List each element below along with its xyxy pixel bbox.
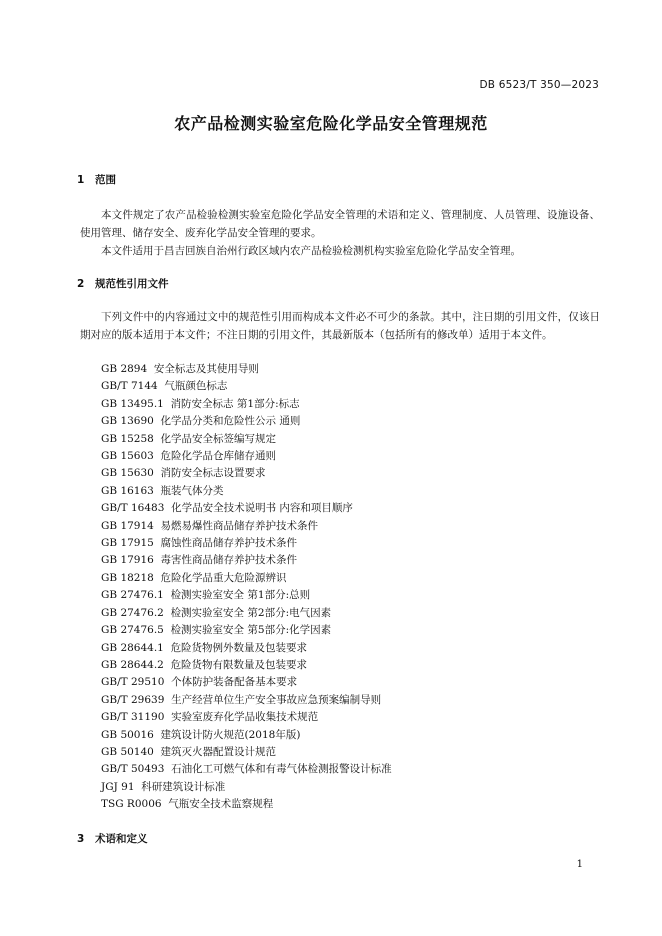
reference-title: 危险化学品仓库储存通则 (160, 450, 277, 463)
reference-item (101, 396, 392, 413)
reference-code: GB 28644.1 (101, 641, 164, 654)
reference-code: GB 15630 (101, 467, 154, 480)
reference-code: GB 15258 (101, 432, 154, 445)
reference-item (101, 674, 392, 691)
reference-item (101, 692, 392, 709)
reference-item (101, 500, 392, 517)
reference-title: 建筑设计防火规范(2018年版) (160, 728, 301, 741)
reference-title: 建筑灭火器配置设计规范 (160, 745, 277, 758)
reference-code: GB 27476.5 (101, 624, 164, 637)
reference-title: 石油化工可燃气体和有毒气体检测报警设计标准 (171, 763, 392, 776)
reference-code: GB 17915 (101, 537, 154, 550)
reference-title: 个体防护装备配备基本要求 (171, 676, 298, 689)
reference-item (101, 570, 392, 587)
reference-item (101, 587, 392, 604)
reference-item (101, 709, 392, 726)
reference-code: GB 28644.2 (101, 658, 164, 671)
reference-code: TSG R0006 (101, 798, 162, 811)
reference-title: 科研建筑设计标准 (141, 780, 226, 793)
reference-title: 检测实验室安全 第5部分:化学因素 (170, 624, 332, 637)
reference-code: GB/T 7144 (101, 380, 158, 393)
reference-code: JGJ 91 (101, 780, 135, 793)
reference-item (101, 605, 392, 622)
section-number: 3 (77, 833, 85, 845)
reference-title: 毒害性商品储存养护技术条件 (160, 554, 298, 567)
reference-item (101, 640, 392, 657)
reference-title: 生产经营单位生产安全事故应急预案编制导则 (171, 693, 382, 706)
reference-title: 实验室废弃化学品收集技术规范 (171, 711, 319, 724)
section-number: 2 (77, 278, 85, 290)
reference-title: 瓶装气体分类 (160, 484, 224, 497)
document-code: DB 6523/T 350—2023 (479, 79, 599, 91)
reference-title: 化学品安全技术说明书 内容和项目顺序 (171, 502, 353, 515)
reference-title: 易燃易爆性商品储存养护技术条件 (160, 519, 319, 532)
reference-item (101, 779, 392, 796)
scope-paragraph: 本文件适用于昌吉回族自治州行政区域内农产品检验检测机构实验室危险化学品安全管理。 (101, 245, 521, 257)
reference-item (101, 448, 392, 465)
reference-title: 检测实验室安全 第2部分:电气因素 (170, 606, 332, 619)
reference-title: 腐蚀性商品储存养护技术条件 (160, 537, 298, 550)
reference-code: GB/T 31190 (101, 711, 165, 724)
reference-item (101, 727, 392, 744)
reference-item (101, 796, 392, 813)
section-heading-terms (77, 831, 148, 846)
scope-paragraph: 本文件规定了农产品检验检测实验室危险化学品安全管理的术语和定义、管理制度、人员管理、设施设备、使用管理、储存安全、废弃化学品安全管理的要求。 (80, 209, 600, 239)
reference-code: GB 50016 (101, 728, 154, 741)
reference-title: 气瓶安全技术监察规程 (168, 798, 274, 811)
section-heading-scope (77, 172, 116, 187)
reference-title: 检测实验室安全 第1部分:总则 (170, 589, 311, 602)
reference-title: 化学品安全标签编写规定 (160, 432, 277, 445)
references-intro (80, 308, 600, 344)
reference-code: GB/T 29639 (101, 693, 165, 706)
reference-item (101, 483, 392, 500)
reference-item (101, 744, 392, 761)
reference-item (101, 657, 392, 674)
reference-code: GB 50140 (101, 745, 154, 758)
document-title: 农产品检测实验室危险化学品安全管理规范 (174, 114, 488, 133)
reference-code: GB/T 29510 (101, 676, 165, 689)
reference-list (101, 361, 392, 814)
scope-text (80, 206, 600, 260)
reference-code: GB 27476.2 (101, 606, 164, 619)
reference-title: 危险货物有限数量及包装要求 (170, 658, 308, 671)
references-intro-paragraph: 下列文件中的内容通过文中的规范性引用而构成本文件必不可少的条款。其中，注日期的引用文件，仅该日期对应的版本适用于本文件；不注日期的引用文件，其最新版本（包括所有的修改单）适用于本文件。 (80, 311, 600, 341)
reference-code: GB 16163 (101, 484, 154, 497)
reference-title: 安全标志及其使用导则 (153, 363, 259, 375)
reference-code: GB/T 16483 (101, 502, 165, 515)
reference-item (101, 535, 392, 552)
reference-code: GB 27476.1 (101, 589, 164, 602)
reference-code: GB/T 50493 (101, 763, 165, 776)
reference-code: GB 18218 (101, 571, 154, 584)
reference-code: GB 13690 (101, 415, 154, 428)
section-heading-normative-references (77, 276, 169, 291)
reference-item (101, 622, 392, 639)
reference-item (101, 413, 392, 430)
page-number: 1 (576, 859, 583, 870)
reference-code: GB 17914 (101, 519, 154, 532)
reference-code: GB 13495.1 (101, 397, 164, 410)
section-title: 规范性引用文件 (95, 278, 169, 290)
reference-title: 消防安全标志 第1部分:标志 (170, 397, 300, 410)
reference-code: GB 17916 (101, 554, 154, 567)
reference-title: 危险化学品重大危险源辨识 (160, 571, 287, 584)
section-title: 术语和定义 (95, 833, 148, 845)
reference-title: 气瓶颜色标志 (164, 380, 228, 393)
reference-item (101, 552, 392, 569)
reference-title: 消防安全标志设置要求 (160, 467, 266, 480)
reference-item (101, 518, 392, 535)
reference-code: GB 15603 (101, 450, 154, 463)
reference-item (101, 361, 392, 378)
reference-item (101, 378, 392, 395)
reference-item (101, 465, 392, 482)
reference-item (101, 431, 392, 448)
reference-title: 化学品分类和危险性公示 通则 (160, 415, 301, 428)
reference-item (101, 761, 392, 778)
section-title: 范围 (95, 174, 116, 186)
section-number: 1 (77, 174, 85, 186)
reference-title: 危险货物例外数量及包装要求 (170, 641, 308, 654)
reference-code: GB 2894 (101, 363, 148, 375)
